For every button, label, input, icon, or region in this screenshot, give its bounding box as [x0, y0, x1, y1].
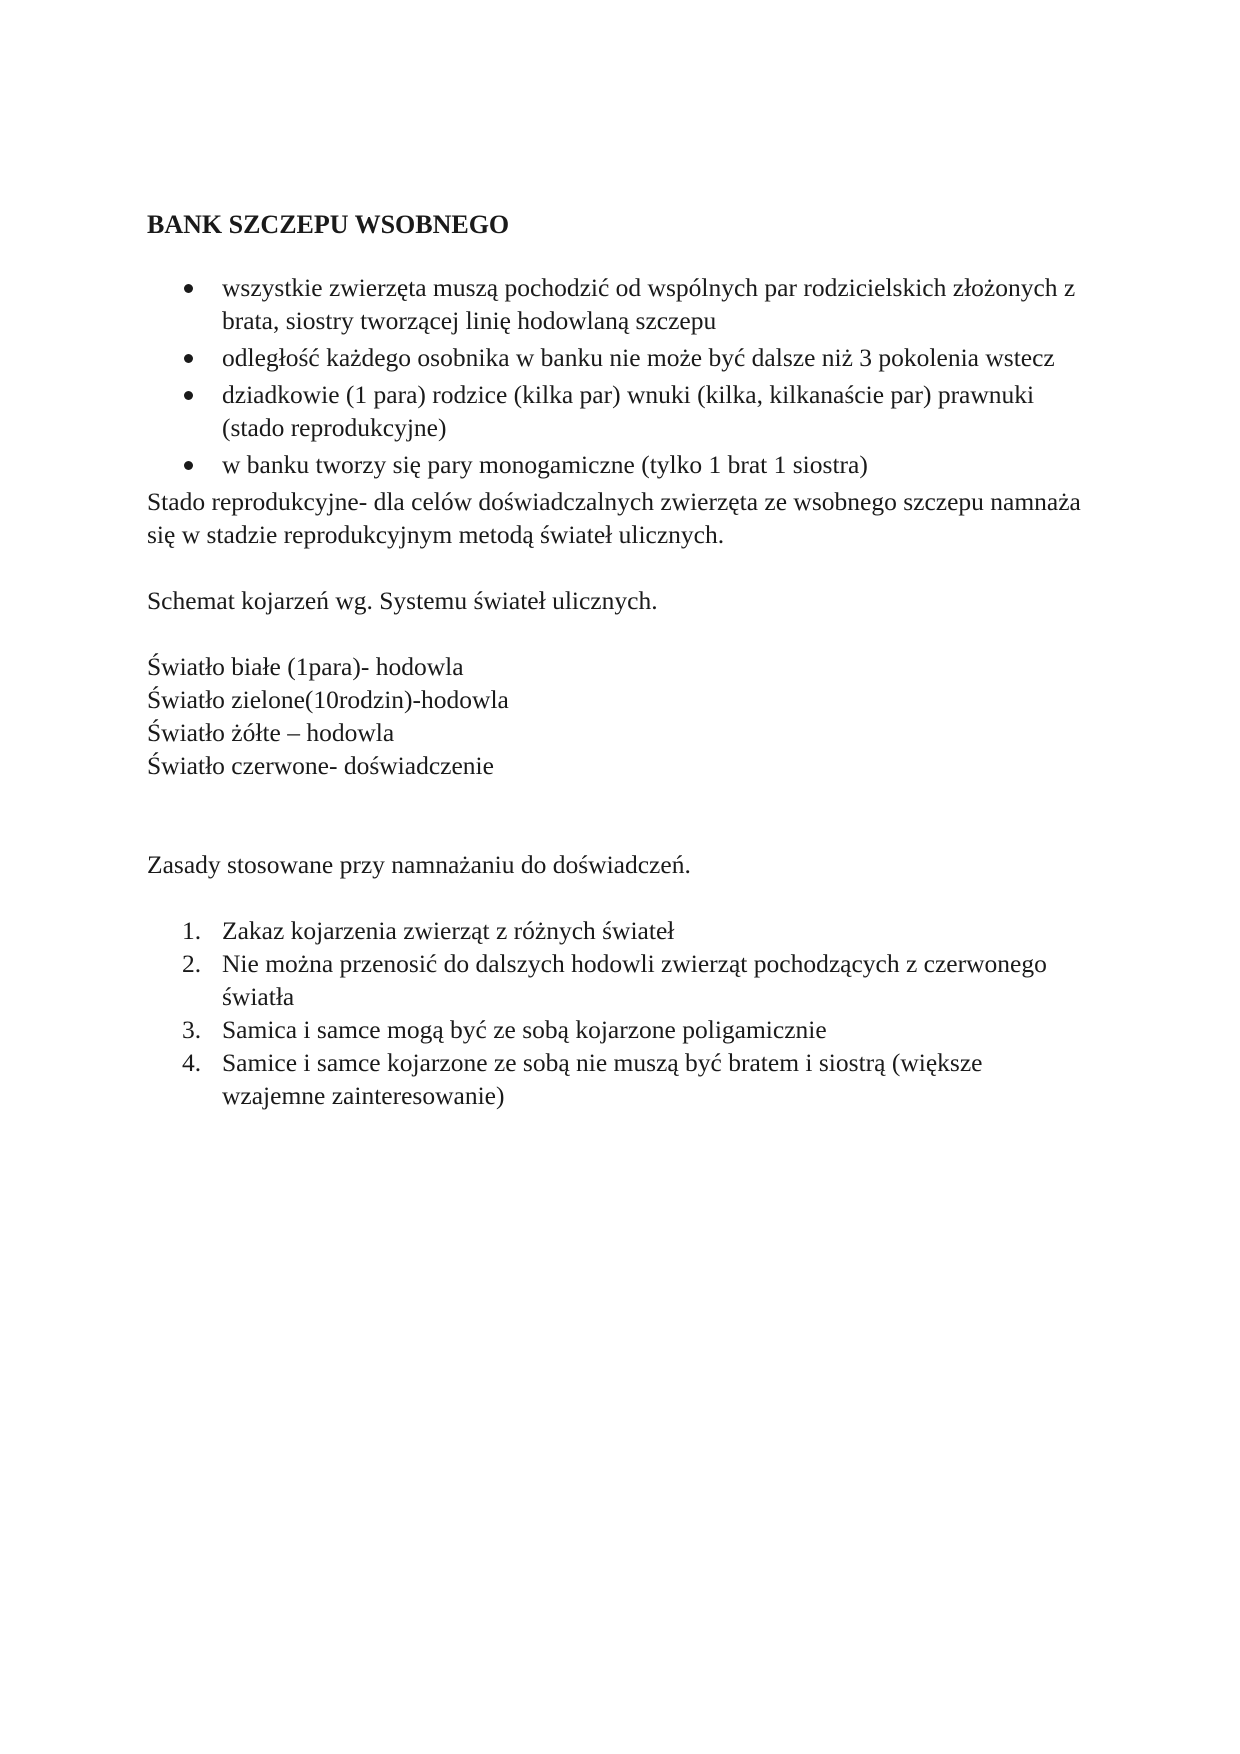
rule-item	[182, 1046, 1087, 1112]
rule-item	[182, 1013, 1087, 1046]
light-line: Światło zielone(10rodzin)-hodowla	[147, 685, 509, 714]
bullet-item	[222, 271, 1087, 337]
rule-item	[182, 914, 1087, 947]
bullet-item	[222, 378, 1087, 444]
document-page	[147, 208, 1087, 1112]
light-line: Światło białe (1para)- hodowla	[147, 652, 464, 681]
rule-number: 3.	[182, 1015, 202, 1044]
bullet-text: odległość każdego osobnika w banku nie może być dalsze niż 3 pokolenia wstecz	[222, 343, 1055, 372]
bullet-text: wszystkie zwierzęta muszą pochodzić od wspólnych par rodzicielskich złożonych z brata, siostry tworzącej linię hodowlaną szczepu	[222, 273, 1076, 335]
document-title: BANK SZCZEPU WSOBNEGO	[147, 210, 510, 239]
rule-item	[182, 947, 1087, 1013]
stado-paragraph: Stado reprodukcyjne- dla celów doświadczalnych zwierzęta ze wsobnego szczepu namnaża się w stadzie reprodukcyjnym metodą świateł ulicznych.	[147, 487, 1081, 549]
rule-number: 4.	[182, 1048, 202, 1077]
schemat-heading: Schemat kojarzeń wg. Systemu świateł ulicznych.	[147, 586, 658, 615]
bullet-icon	[184, 354, 193, 363]
lights-list	[147, 650, 1087, 782]
rule-text: Zakaz kojarzenia zwierząt z różnych świateł	[222, 916, 675, 945]
bullet-text: w banku tworzy się pary monogamiczne (tylko 1 brat 1 siostra)	[222, 450, 868, 479]
rule-number: 1.	[182, 916, 202, 945]
bullet-list	[147, 271, 1087, 481]
rule-text: Samice i samce kojarzone ze sobą nie muszą być bratem i siostrą (większe wzajemne zainteresowanie)	[222, 1048, 983, 1110]
bullet-icon	[184, 391, 193, 400]
bullet-icon	[184, 461, 193, 470]
bullet-icon	[184, 284, 193, 293]
bullet-text: dziadkowie (1 para) rodzice (kilka par) wnuki (kilka, kilkanaście par) prawnuki (stado reprodukcyjne)	[222, 380, 1035, 442]
light-line: Światło czerwone- doświadczenie	[147, 751, 494, 780]
rule-text: Nie można przenosić do dalszych hodowli zwierząt pochodzących z czerwonego światła	[222, 949, 1047, 1011]
rules-list	[147, 914, 1087, 1112]
rule-number: 2.	[182, 949, 202, 978]
light-line: Światło żółte – hodowla	[147, 718, 395, 747]
bullet-item	[222, 448, 1087, 481]
rule-text: Samica i samce mogą być ze sobą kojarzone poligamicznie	[222, 1015, 827, 1044]
zasady-heading: Zasady stosowane przy namnażaniu do doświadczeń.	[147, 850, 691, 879]
bullet-item	[222, 341, 1087, 374]
